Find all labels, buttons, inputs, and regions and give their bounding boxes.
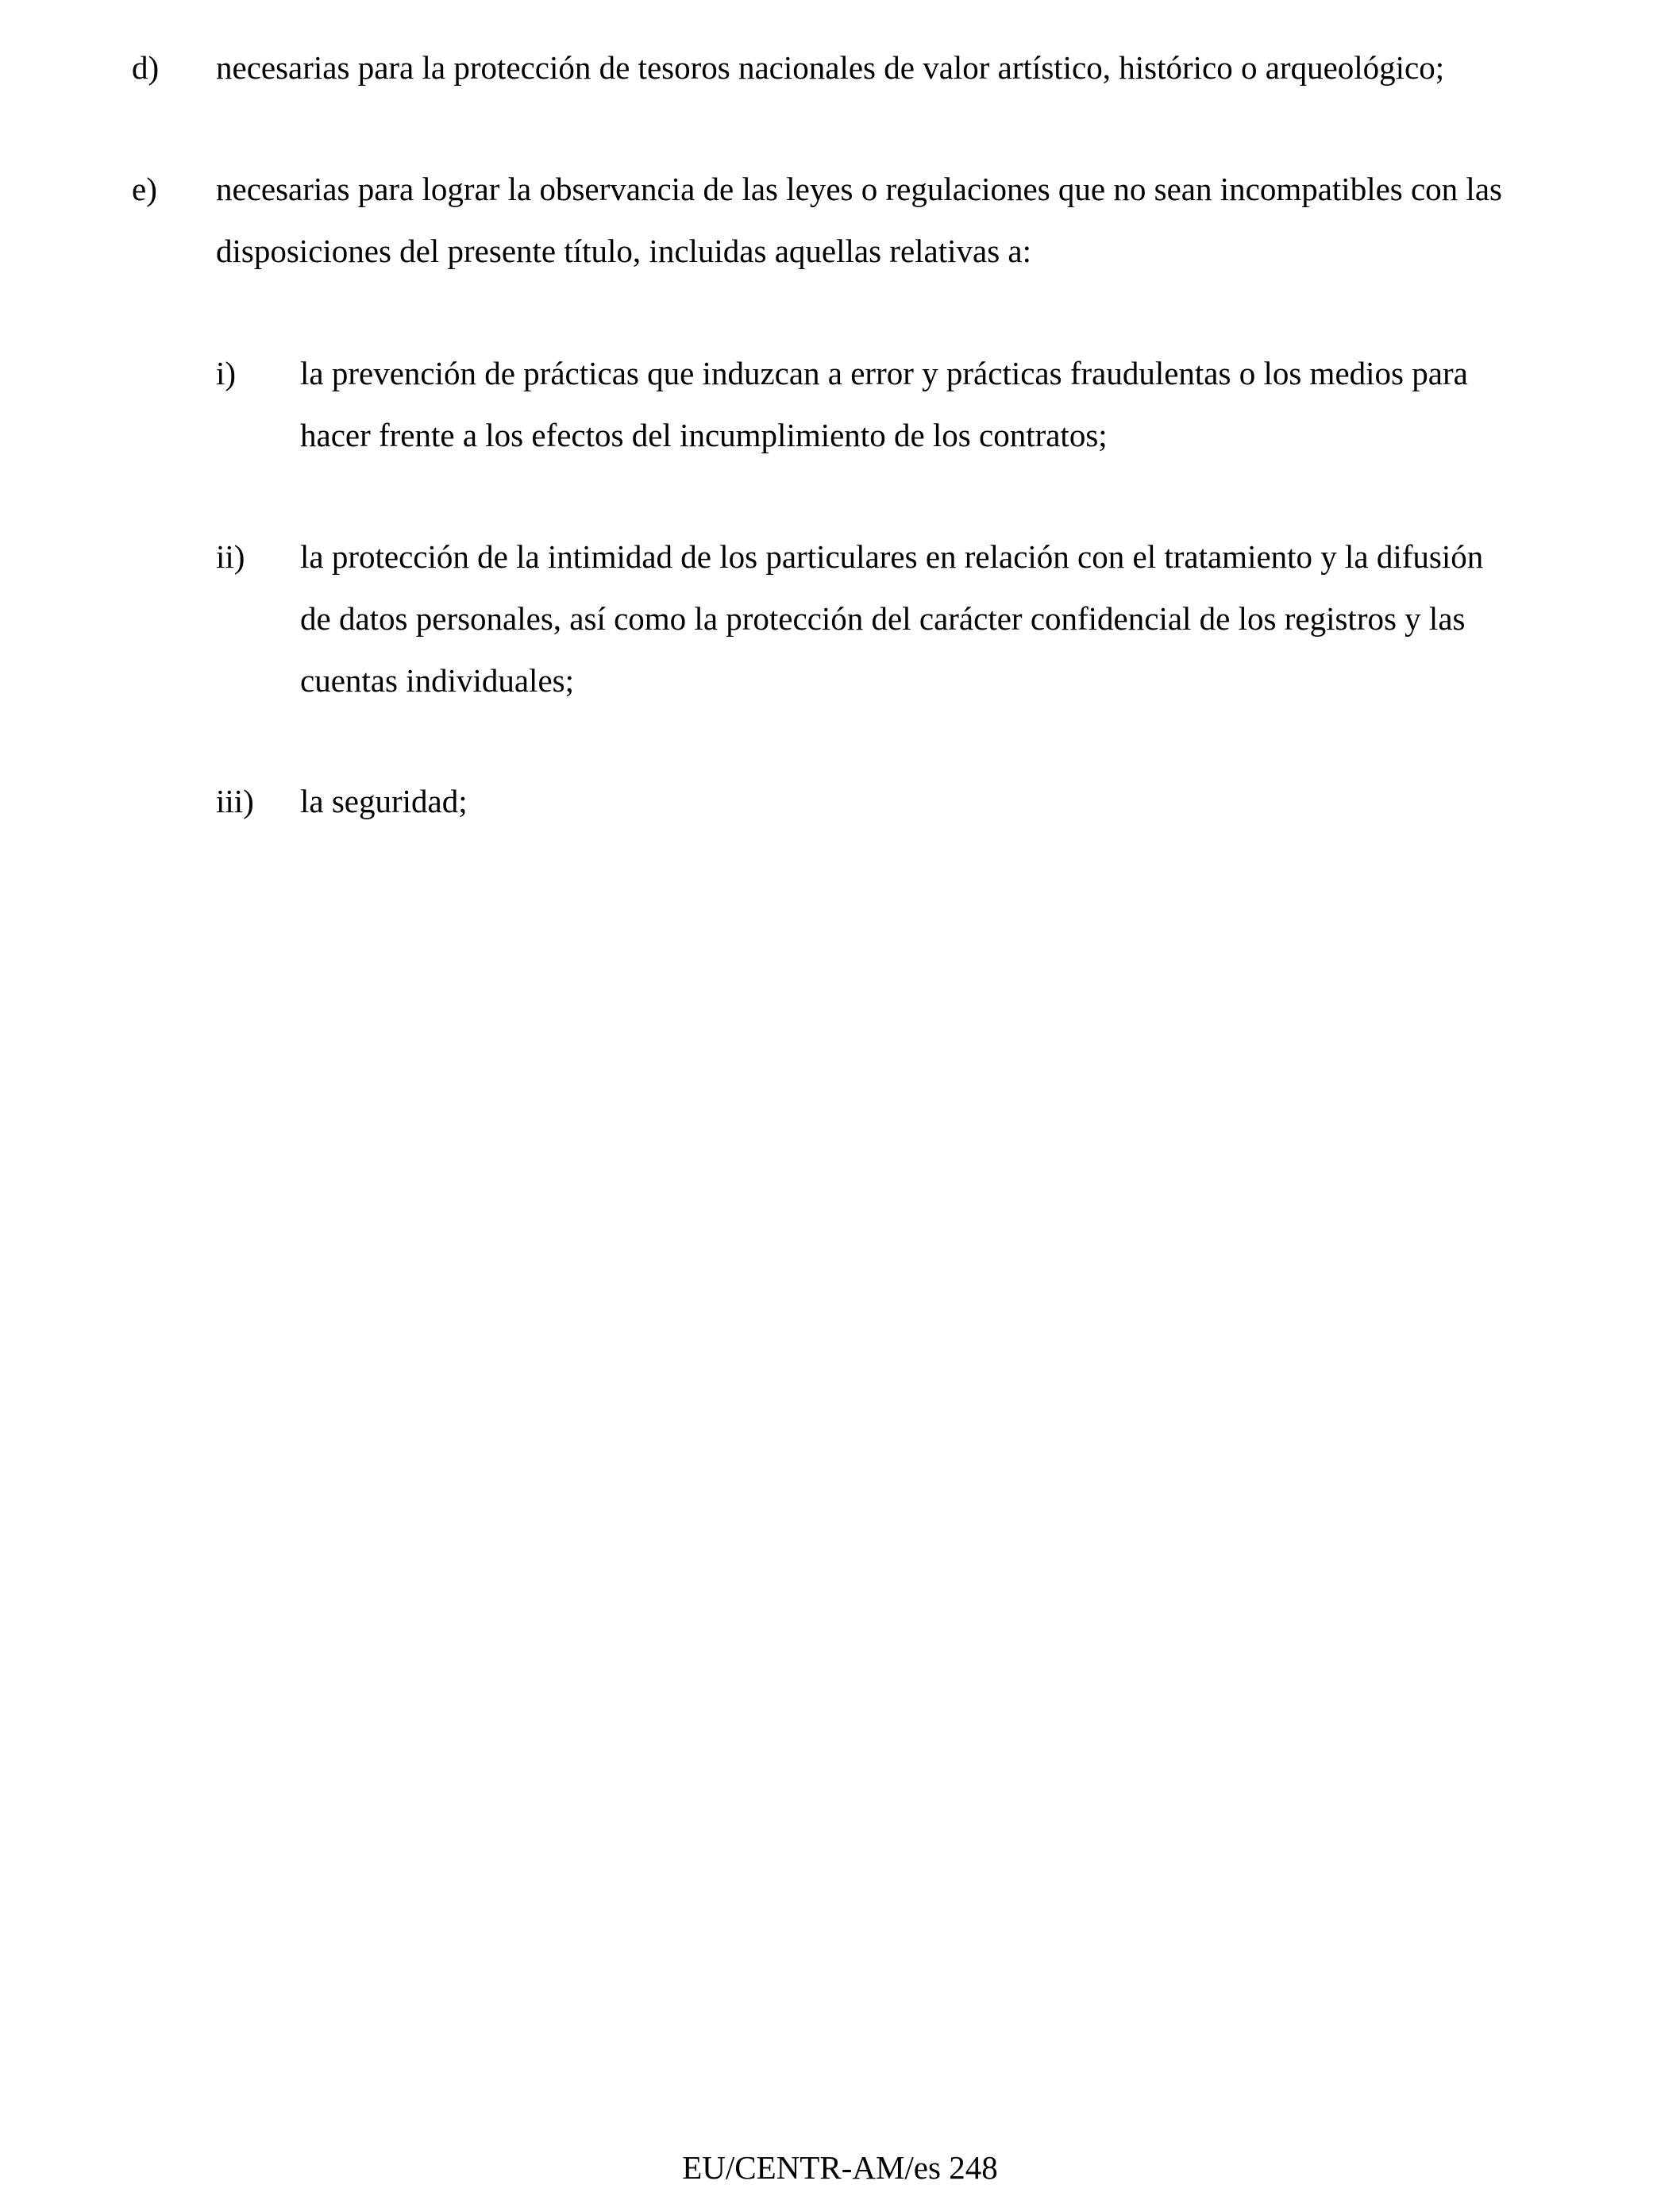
list-marker: e): [132, 171, 157, 207]
sub-list-marker: ii): [216, 538, 245, 575]
sub-list-item-ii: [0, 526, 1680, 716]
sub-list-marker: iii): [216, 783, 254, 819]
sub-list-item-text: la seguridad;: [300, 783, 468, 819]
list-marker: d): [132, 49, 160, 86]
sub-list-item-text: la prevención de prácticas que induzcan a error y prácticas fraudulentas o los medios para hacer frente a los efectos del incumplimiento de los contratos;: [300, 355, 1468, 453]
list-item-text: necesarias para lograr la observancia de las leyes o regulaciones que no sean incompatibles con las disposiciones del presente título, incluidas aquellas relativas a:: [216, 171, 1502, 269]
sub-list-item-i: [0, 342, 1680, 469]
sub-list-item-text: la protección de la intimidad de los particulares en relación con el tratamiento y la difusión de datos personales, así como la protección del carácter confidencial de los registros y las cuentas individuales;: [300, 538, 1484, 699]
sub-list-item-iii: [0, 770, 1680, 832]
sub-list-marker: i): [216, 355, 237, 391]
list-item-d: [0, 37, 1680, 98]
page-footer-reference: EU/CENTR-AM/es 248: [682, 2149, 998, 2186]
list-item-e: [0, 158, 1680, 285]
list-item-text: necesarias para la protección de tesoros nacionales de valor artístico, histórico o arqueológico;: [216, 49, 1445, 86]
